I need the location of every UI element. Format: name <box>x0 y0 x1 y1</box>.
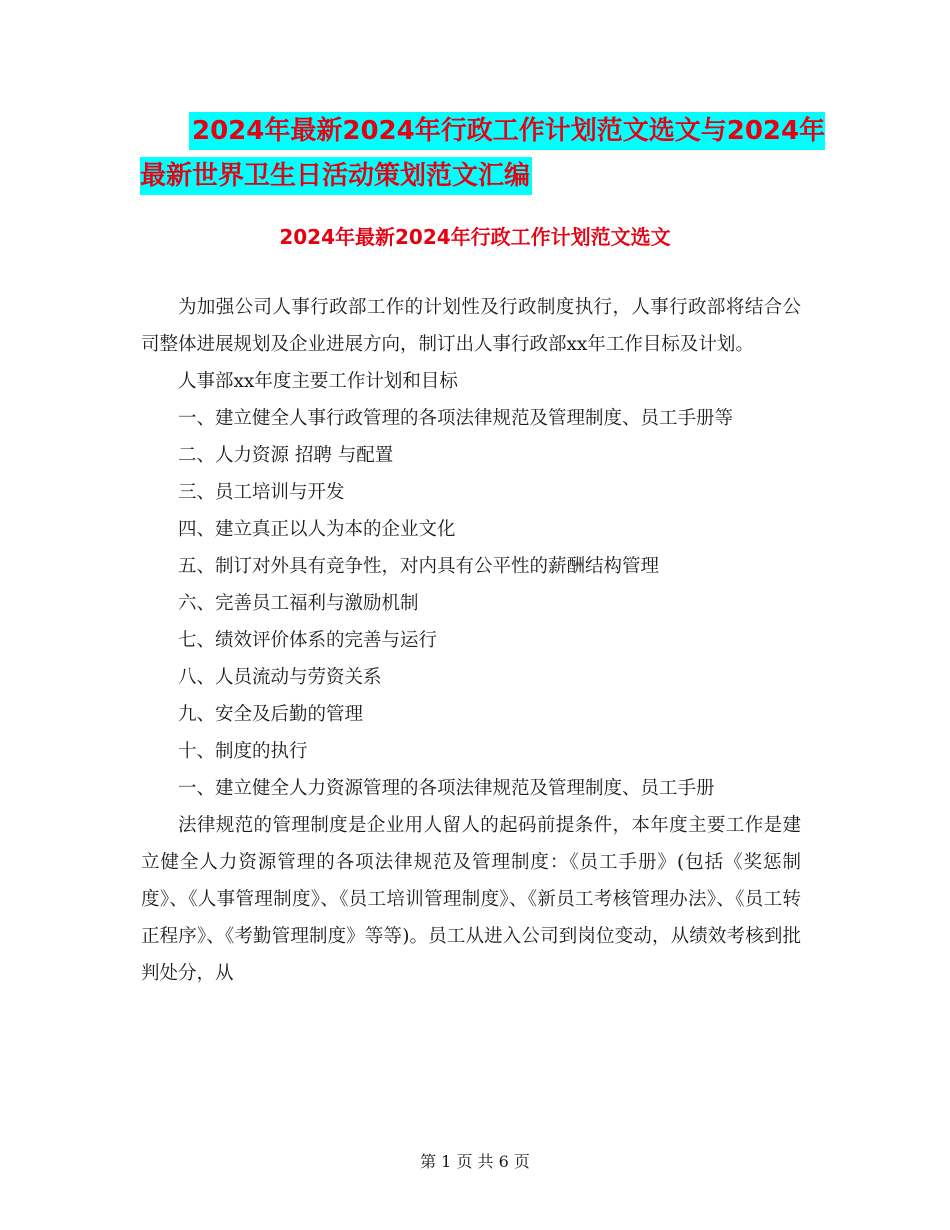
section-heading: 2024年最新2024年行政工作计划范文选文 <box>279 225 671 249</box>
paragraph: 法律规范的管理制度是企业用人留人的起码前提条件，本年度主要工作是建立健全人力资源管理的各项法律规范及管理制度：《员工手册》(包括《奖惩制度》、《人事管理制度》、《员工培训管理制度》、《新员工考核管理办法》、《员工转正程序》、《考勤管理制度》等等)。员工从进入公司到岗位变动，从绩效考核到批判处分，从 <box>141 815 801 984</box>
paragraph: 三、员工培训与开发 <box>178 482 345 503</box>
paragraph: 八、人员流动与劳资关系 <box>178 667 382 688</box>
paragraph: 五、制订对外具有竞争性，对内具有公平性的薪酬结构管理 <box>178 556 660 577</box>
title-line-2: 最新世界卫生日活动策划范文汇编 <box>140 157 532 195</box>
paragraph: 九、安全及后勤的管理 <box>178 704 364 725</box>
paragraph: 六、完善员工福利与激励机制 <box>178 593 419 614</box>
page-footer: 第 1 页 共 6 页 <box>420 1152 530 1171</box>
paragraph: 人事部xx年度主要工作计划和目标 <box>178 371 458 392</box>
paragraph: 四、建立真正以人为本的企业文化 <box>178 519 456 540</box>
paragraph: 一、建立健全人力资源管理的各项法律规范及管理制度、员工手册 <box>178 778 715 799</box>
document-body <box>141 289 801 992</box>
paragraph: 一、建立健全人事行政管理的各项法律规范及管理制度、员工手册等 <box>178 408 734 429</box>
paragraph: 为加强公司人事行政部工作的计划性及行政制度执行，人事行政部将结合公司整体进展规划及企业进展方向，制订出人事行政部xx年工作目标及计划。 <box>141 297 801 355</box>
paragraph: 七、绩效评价体系的完善与运行 <box>178 630 438 651</box>
paragraph: 二、人力资源 招聘 与配置 <box>178 445 394 466</box>
paragraph: 十、制度的执行 <box>178 741 308 762</box>
title-line-1: 2024年最新2024年行政工作计划范文选文与2024年 <box>189 112 825 150</box>
